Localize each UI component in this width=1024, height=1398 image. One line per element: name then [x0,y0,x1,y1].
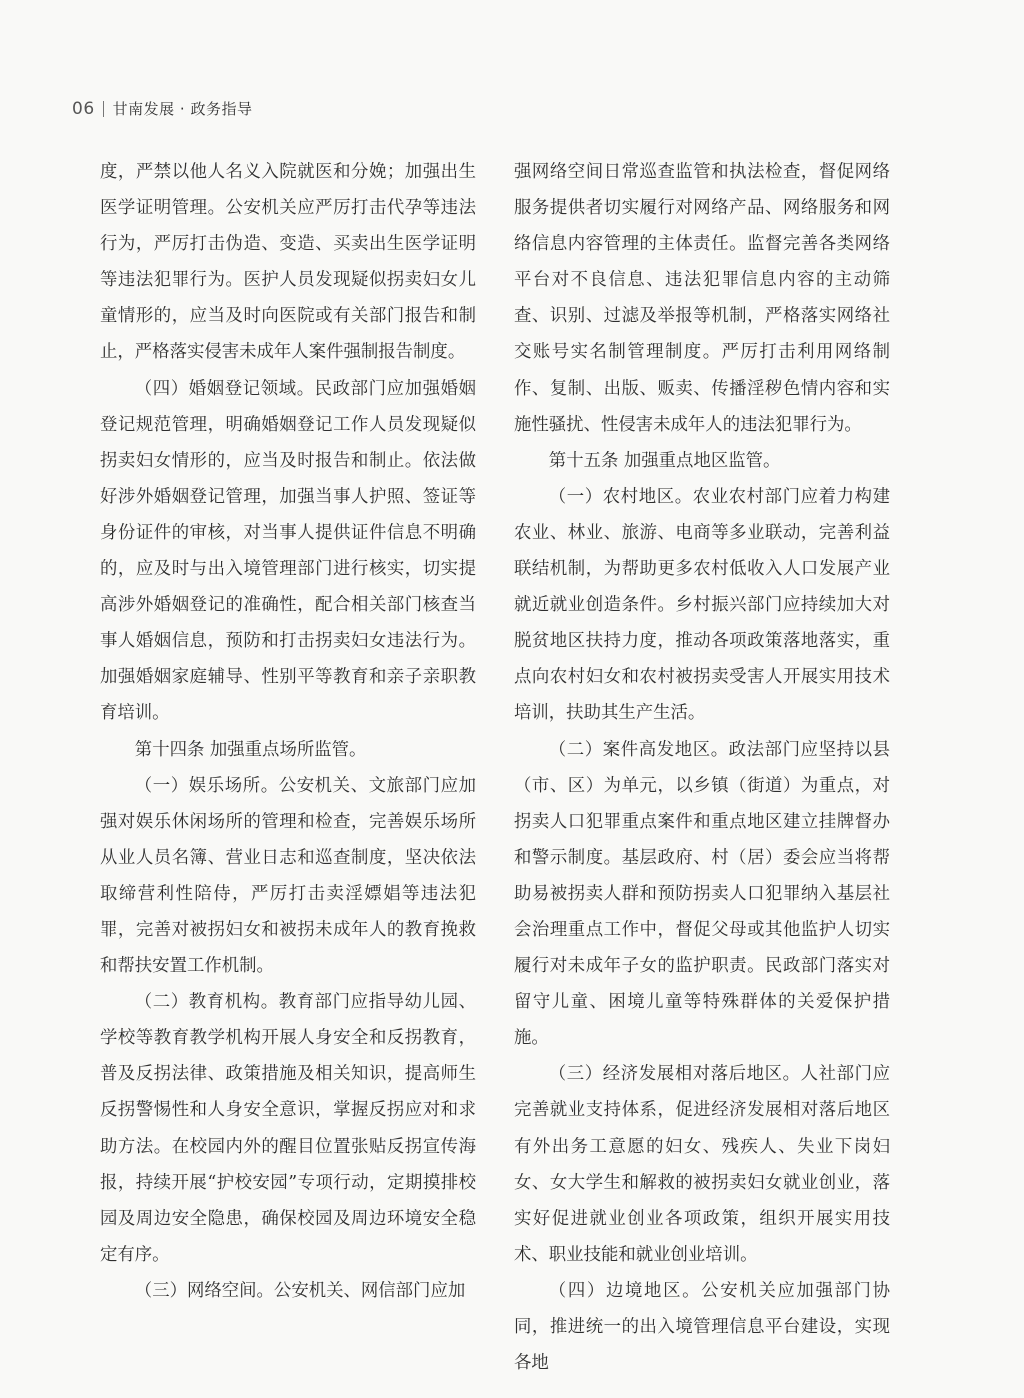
paragraph: 强网络空间日常巡查监管和执法检查，督促网络服务提供者切实履行对网络产品、网络服务和网络信息内容管理的主体责任。监督完善各类网络平台对不良信息、违法犯罪信息内容的主动筛查、识别、过滤及举报等机制，严格落实网络社交账号实名制管理制度。严厉打击利用网络制作、复制、出版、贩卖、传播淫秽色情内容和实施性骚扰、性侵害未成年人的违法犯罪行为。 [514,162,890,435]
publication-title: 甘南发展 · 政务指导 [112,100,253,118]
article-heading: 第十四条 加强重点场所监管。 [134,739,367,760]
paragraph: （二）教育机构。教育部门应指导幼儿园、学校等教育教学机构开展人身安全和反拐教育，普及反拐法律、政策措施及相关知识，提高师生反拐警惕性和人身安全意识，掌握反拐应对和求助方法。在校园内外的醒目位置张贴反拐宣传海报，持续开展“护校安园”专项行动，定期摸排校园及周边安全隐患，确保校园及周边环境安全稳定有序。 [100,992,476,1265]
paragraph: （二）案件高发地区。政法部门应坚持以县（市、区）为单元，以乡镇（街道）为重点，对拐卖人口犯罪重点案件和重点地区建立挂牌督办和警示制度。基层政府、村（居）委会应当将帮助易被拐卖人群和预防拐卖人口犯罪纳入基层社会治理重点工作中，督促父母或其他监护人切实履行对未成年子女的监护职责。民政部门落实对留守儿童、困境儿童等特殊群体的关爱保护措施。 [514,739,890,1049]
left-column [100,154,476,1309]
paragraph: （四）婚姻登记领域。民政部门应加强婚姻登记规范管理，明确婚姻登记工作人员发现疑似拐卖妇女情形的，应当及时报告和制止。依法做好涉外婚姻登记管理，加强当事人护照、签证等身份证件的审核，对当事人提供证件信息不明确的，应及时与出入境管理部门进行核实，切实提高涉外婚姻登记的准确性，配合相关部门核查当事人婚姻信息，预防和打击拐卖妇女违法行为。加强婚姻家庭辅导、性别平等教育和亲子亲职教育培训。 [100,378,476,724]
page-header [72,98,252,119]
paragraph: 度，严禁以他人名义入院就医和分娩；加强出生医学证明管理。公安机关应严厉打击代孕等违法行为，严厉打击伪造、变造、买卖出生医学证明等违法犯罪行为。医护人员发现疑似拐卖妇女儿童情形的，应当及时向医院或有关部门报告和制止，严格落实侵害未成年人案件强制报告制度。 [100,162,476,363]
paragraph: （三）经济发展相对落后地区。人社部门应完善就业支持体系，促进经济发展相对落后地区有外出务工意愿的妇女、残疾人、失业下岗妇女、女大学生和解救的被拐卖妇女就业创业，落实好促进就业创业各项政策，组织开展实用技术、职业技能和就业创业培训。 [514,1064,890,1265]
paragraph: （一）娱乐场所。公安机关、文旅部门应加强对娱乐休闲场所的管理和检查，完善娱乐场所从业人员名簿、营业日志和巡查制度，坚决依法取缔营利性陪侍，严厉打击卖淫嫖娼等违法犯罪，完善对被拐妇女和被拐未成年人的教育挽救和帮扶安置工作机制。 [100,775,476,977]
paragraph: （一）农村地区。农业农村部门应着力构建农业、林业、旅游、电商等多业联动，完善利益联结机制，为帮助更多农村低收入人口发展产业就近就业创造条件。乡村振兴部门应持续加大对脱贫地区扶持力度，推动各项政策落地落实，重点向农村妇女和农村被拐卖受害人开展实用技术培训，扶助其生产生活。 [514,486,890,724]
paragraph: （三）网络空间。公安机关、网信部门应加 [134,1280,466,1301]
article-heading: 第十五条 加强重点地区监管。 [548,450,781,471]
right-column [514,154,890,1381]
header-divider [103,101,104,117]
paragraph: （四）边境地区。公安机关应加强部门协同，推进统一的出入境管理信息平台建设，实现各地 [514,1280,890,1374]
page-number: 06 [72,98,95,119]
